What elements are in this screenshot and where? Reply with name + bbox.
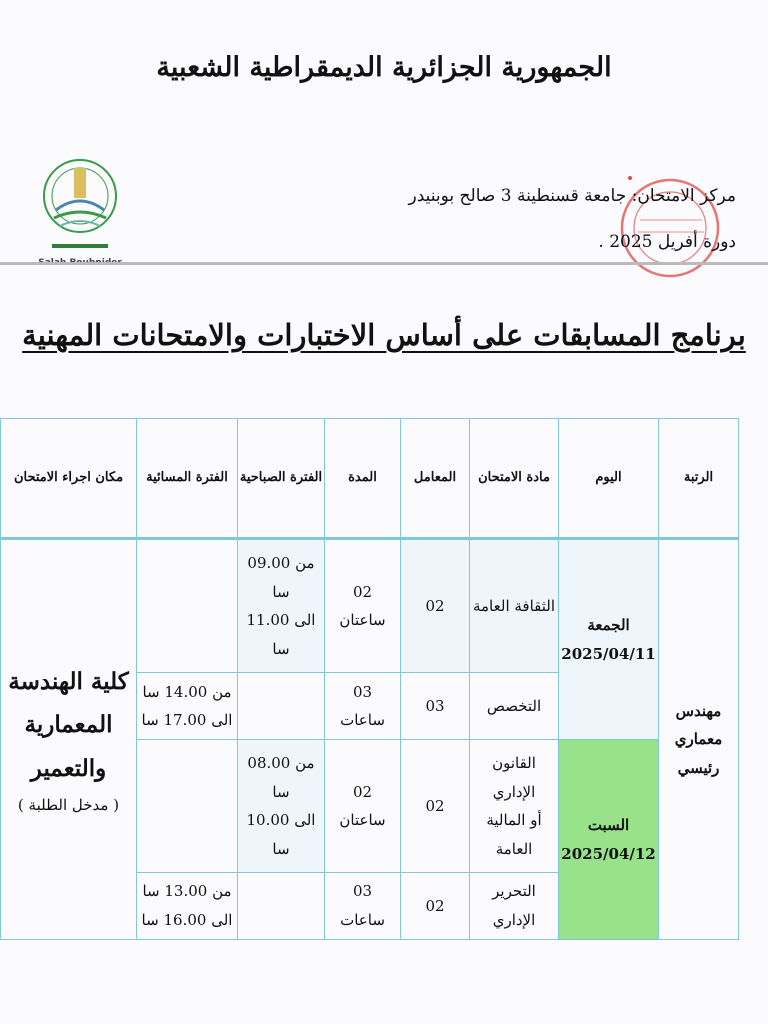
- coef-cell: 02: [401, 740, 470, 873]
- schedule-table: [0, 418, 739, 940]
- official-stamp: [610, 128, 720, 328]
- header-duration: المدة: [325, 419, 401, 539]
- day-cell-friday: الجمعة 2025/04/11: [559, 539, 659, 740]
- morning-cell: [238, 673, 325, 740]
- header-divider: [0, 262, 768, 265]
- coef-cell: 02: [401, 539, 470, 673]
- evening-cell: [137, 740, 238, 873]
- morning-cell: من 08.00 سا الى 10.00 سا: [238, 740, 325, 873]
- subject-cell: التحرير الإداري: [470, 872, 559, 939]
- table-header-row: [1, 419, 739, 539]
- evening-cell: من 14.00 سا الى 17.00 سا: [137, 673, 238, 740]
- table-row: [1, 539, 739, 673]
- rank-cell: مهندس معماري رئيسي: [659, 539, 739, 940]
- header-evening: الفترة المسائية: [137, 419, 238, 539]
- header-coef: المعامل: [401, 419, 470, 539]
- location-cell: كلية الهندسة المعمارية والتعمير ( مدخل الطلبة ): [1, 539, 137, 940]
- evening-cell: من 13.00 سا الى 16.00 سا: [137, 872, 238, 939]
- header-morning: الفترة الصباحية: [238, 419, 325, 539]
- subject-cell: الثقافة العامة: [470, 539, 559, 673]
- republic-heading: الجمهورية الجزائرية الديمقراطية الشعبية: [156, 52, 612, 83]
- duration-cell: 03 ساعات: [325, 673, 401, 740]
- morning-cell: [238, 872, 325, 939]
- duration-cell: 02 ساعتان: [325, 539, 401, 673]
- exam-center: مركز الامتحان: جامعة قسنطينة 3 صالح بوبنيدر: [408, 186, 736, 206]
- document-title: برنامج المسابقات على أساس الاختبارات والامتحانات المهنية: [22, 318, 746, 352]
- subject-cell: القانون الإداري أو المالية العامة: [470, 740, 559, 873]
- coef-cell: 03: [401, 673, 470, 740]
- morning-cell: من 09.00 سا الى 11.00 سا: [238, 539, 325, 673]
- duration-cell: 03 ساعات: [325, 872, 401, 939]
- header-rank: الرتبة: [659, 419, 739, 539]
- day-cell-saturday: السبت 2025/04/12: [559, 740, 659, 940]
- duration-cell: 02 ساعتان: [325, 740, 401, 873]
- header-location: مكان اجراء الامتحان: [1, 419, 137, 539]
- evening-cell: [137, 539, 238, 673]
- coef-cell: 02: [401, 872, 470, 939]
- subject-cell: التخصص: [470, 673, 559, 740]
- header-subject: مادة الامتحان: [470, 419, 559, 539]
- header-day: اليوم: [559, 419, 659, 539]
- exam-session: دورة أفريل 2025 .: [598, 232, 736, 252]
